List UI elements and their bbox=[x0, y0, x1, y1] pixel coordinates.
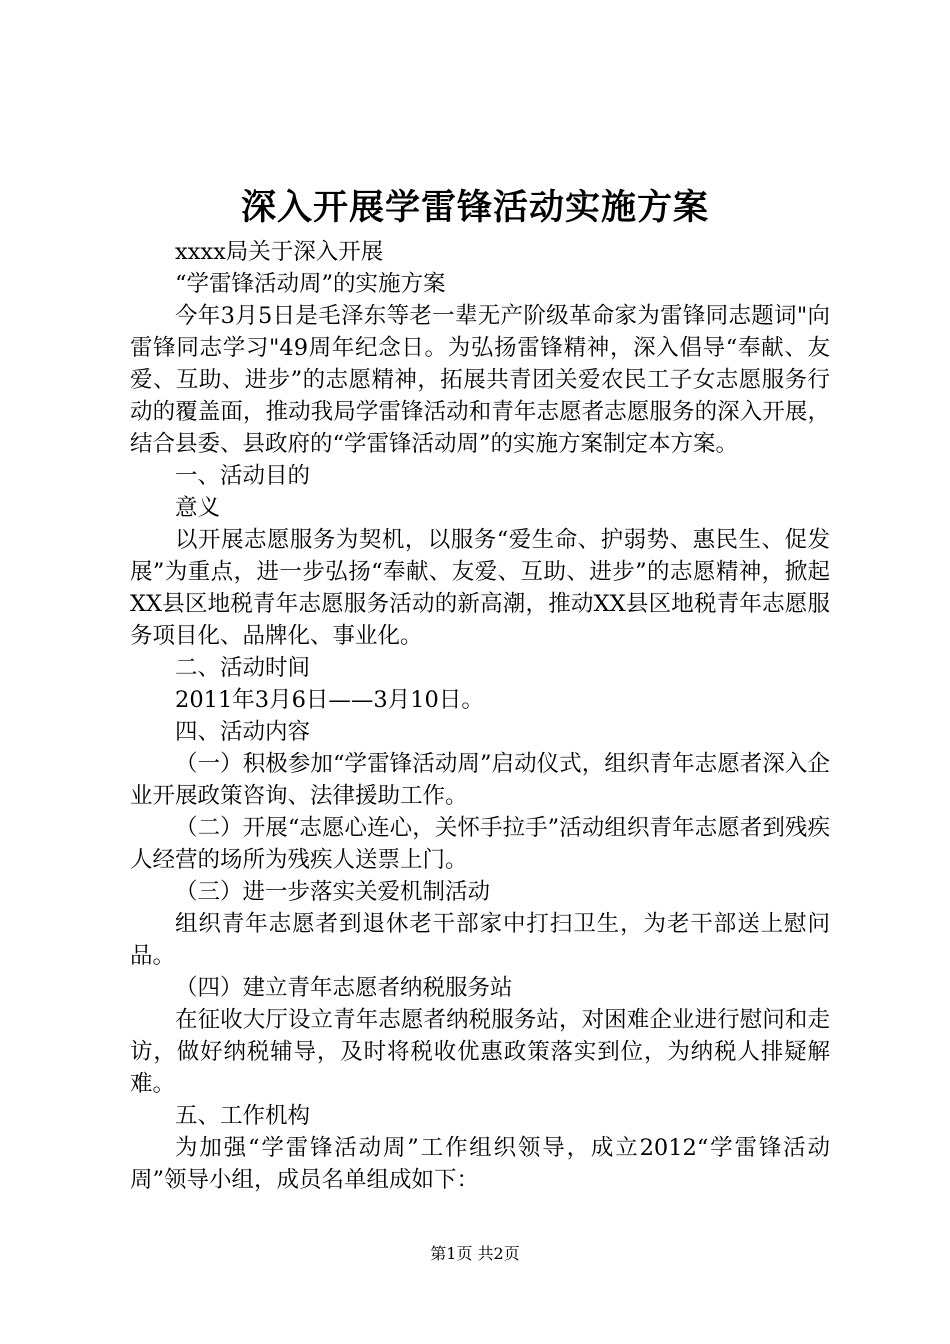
section-heading: 五、工作机构 bbox=[175, 1103, 311, 1129]
paragraph: 组织青年志愿者到退休老干部家中打扫卫生，为老干部送上慰问品。 bbox=[130, 911, 830, 969]
paragraph: 为加强“学雷锋活动周”工作组织领导，成立2012“学雷锋活动周”领导小组，成员名单组成如下： bbox=[130, 1135, 830, 1193]
paragraph: 在征收大厅设立青年志愿者纳税服务站，对困难企业进行慰问和走访，做好纳税辅导，及时将税收优惠政策落实到位，为纳税人排疑解难。 bbox=[130, 1007, 830, 1097]
section-heading: 二、活动时间 bbox=[175, 655, 311, 681]
paragraph: 意义 bbox=[175, 495, 221, 521]
document-body bbox=[130, 236, 830, 1196]
document-title: 深入开展学雷锋活动实施方案 bbox=[240, 187, 709, 228]
paragraph: （三）进一步落实关爱机制活动 bbox=[175, 879, 491, 905]
paragraph: 今年3月5日是毛泽东等老一辈无产阶级革命家为雷锋同志题词"向雷锋同志学习"49周年纪念日。为弘扬雷锋精神，深入倡导“奉献、友爱、互助、进步”的志愿精神，拓展共青团关爱农民工子女志愿服务行动的覆盖面，推动我局学雷锋活动和青年志愿者志愿服务的深入开展，结合县委、县政府的“学雷锋活动周”的实施方案制定本方案。 bbox=[130, 303, 830, 457]
section-heading: 一、活动目的 bbox=[175, 463, 311, 489]
paragraph: “学雷锋活动周”的实施方案 bbox=[175, 271, 446, 297]
page-footer: 第1页 共2页 bbox=[430, 1244, 520, 1263]
section-heading: 四、活动内容 bbox=[175, 719, 311, 745]
paragraph: （一）积极参加“学雷锋活动周”启动仪式，组织青年志愿者深入企业开展政策咨询、法律援助工作。 bbox=[130, 751, 830, 809]
paragraph: （二）开展“志愿心连心，关怀手拉手”活动组织青年志愿者到残疾人经营的场所为残疾人送票上门。 bbox=[130, 815, 830, 873]
paragraph: （四）建立青年志愿者纳税服务站 bbox=[175, 975, 513, 1001]
paragraph: 以开展志愿服务为契机，以服务“爱生命、护弱势、惠民生、促发展”为重点，进一步弘扬“奉献、友爱、互助、进步”的志愿精神，掀起XX县区地税青年志愿服务活动的新高潮，推动XX县区地税青年志愿服务项目化、品牌化、事业化。 bbox=[130, 527, 830, 649]
paragraph: 2011年3月6日——3月10日。 bbox=[175, 687, 484, 713]
paragraph: xxxx局关于深入开展 bbox=[175, 239, 384, 265]
